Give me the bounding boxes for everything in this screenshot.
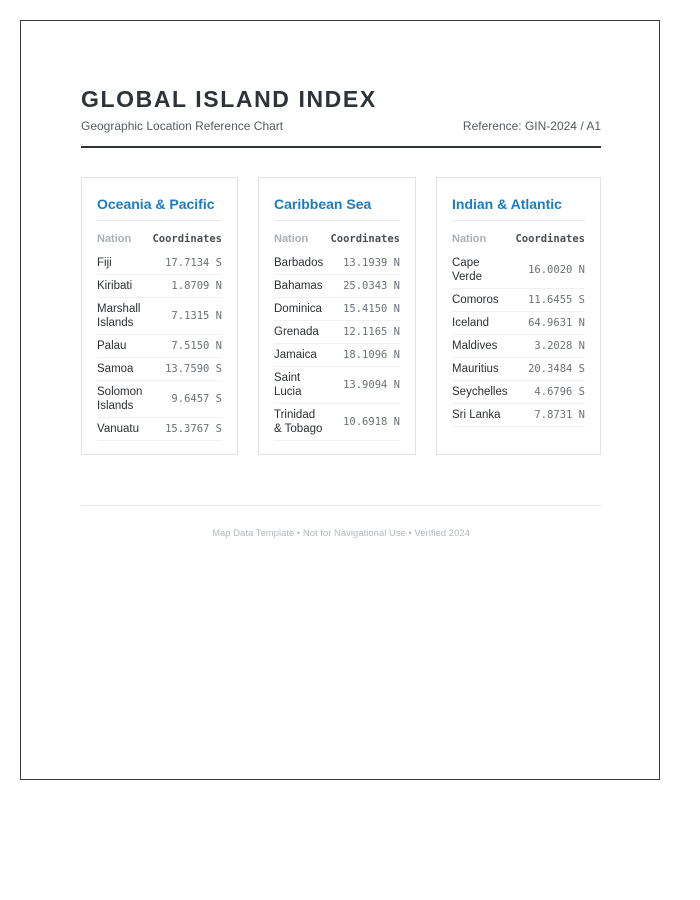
table-row [452,381,585,404]
region-table [452,230,585,427]
nation-name: Vanuatu [97,418,152,441]
coordinate-value: 4.6796 S [515,381,585,404]
region-cards [81,177,601,455]
header-subrow [81,119,601,134]
table-row [97,358,222,381]
nation-name: Dominica [274,298,330,321]
nation-name: Mauritius [452,358,515,381]
nation-name: Grenada [274,321,330,344]
coordinate-value: 25.0343 N [330,275,400,298]
column-header-nation: Nation [97,233,132,245]
nation-name: Jamaica [274,344,330,367]
region-title: Caribbean Sea [274,192,400,221]
region-table [274,230,400,441]
column-header-coordinates: Coordinates [330,233,400,245]
nation-name: Saint Lucia [274,367,330,404]
table-row [97,298,222,335]
coordinate-value: 16.0020 N [515,252,585,289]
table-row [97,381,222,418]
nation-name: Sri Lanka [452,404,515,427]
column-header-coordinates: Coordinates [515,233,585,245]
table-row [274,367,400,404]
table-row [274,404,400,441]
column-header-coordinates: Coordinates [152,233,222,245]
coordinate-value: 18.1096 N [330,344,400,367]
nation-name: Palau [97,335,152,358]
footer-note: Map Data Template • Not for Navigational Use • Verified 2024 [212,528,470,539]
coordinate-value: 15.3767 S [152,418,222,441]
coordinate-value: 10.6918 N [330,404,400,441]
region-title: Oceania & Pacific [97,192,222,221]
region-card-indian-atlantic [436,177,601,455]
coordinate-value: 3.2028 N [515,335,585,358]
region-card-caribbean [258,177,416,455]
nation-name: Cape Verde [452,252,515,289]
nation-name: Kiribati [97,275,152,298]
table-row [274,275,400,298]
table-row [452,289,585,312]
page-subtitle: Geographic Location Reference Chart [81,119,284,133]
table-header-row [452,230,585,252]
coordinate-value: 13.9094 N [330,367,400,404]
region-table [97,230,222,441]
nation-name: Fiji [97,252,152,275]
table-row [97,252,222,275]
table-row [452,335,585,358]
footer-divider [81,505,601,506]
coordinate-value: 9.6457 S [152,381,222,418]
coordinate-value: 12.1165 N [330,321,400,344]
column-header-nation: Nation [274,233,309,245]
document-page [20,20,660,780]
table-row [452,358,585,381]
nation-name: Seychelles [452,381,515,404]
region-title: Indian & Atlantic [452,192,585,221]
table-row [274,252,400,275]
coordinate-value: 15.4150 N [330,298,400,321]
table-row [452,404,585,427]
nation-name: Barbados [274,252,330,275]
nation-name: Comoros [452,289,515,312]
nation-name: Maldives [452,335,515,358]
table-header-row [274,230,400,252]
table-row [97,275,222,298]
table-row [97,335,222,358]
coordinate-value: 17.7134 S [152,252,222,275]
coordinate-value: 11.6455 S [515,289,585,312]
nation-name: Marshall Islands [97,298,152,335]
table-row [274,344,400,367]
coordinate-value: 7.8731 N [515,404,585,427]
table-row [274,321,400,344]
nation-name: Trinidad & Tobago [274,404,330,441]
coordinate-value: 20.3484 S [515,358,585,381]
nation-name: Samoa [97,358,152,381]
coordinate-value: 1.8709 N [152,275,222,298]
coordinate-value: 7.1315 N [152,298,222,335]
region-card-oceania [81,177,238,455]
page-title: GLOBAL ISLAND INDEX [81,86,377,112]
nation-name: Solomon Islands [97,381,152,418]
table-row [274,298,400,321]
coordinate-value: 7.5150 N [152,335,222,358]
table-row [452,312,585,335]
table-row [97,418,222,441]
reference-code: Reference: GIN-2024 / A1 [462,119,601,133]
table-header-row [97,230,222,252]
coordinate-value: 64.9631 N [515,312,585,335]
table-row [452,252,585,289]
column-header-nation: Nation [452,233,487,245]
document-header [81,85,601,148]
coordinate-value: 13.1939 N [330,252,400,275]
coordinate-value: 13.7590 S [152,358,222,381]
nation-name: Bahamas [274,275,330,298]
nation-name: Iceland [452,312,515,335]
